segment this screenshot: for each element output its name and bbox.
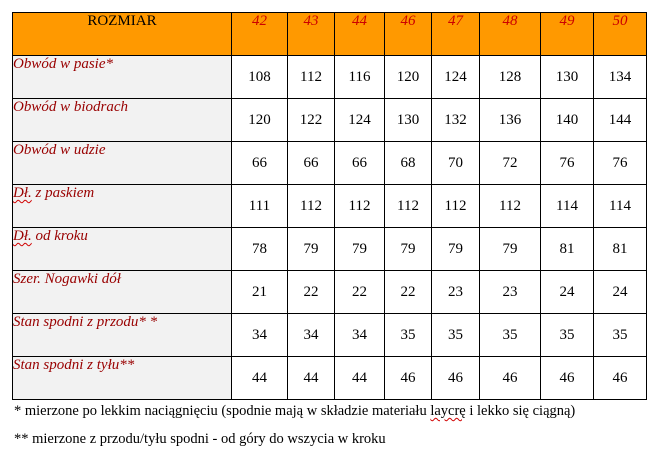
table-cell: 81 bbox=[594, 228, 647, 271]
table-cell: 22 bbox=[288, 271, 335, 314]
table-row bbox=[13, 271, 647, 314]
label-abbrev: Dł. bbox=[13, 185, 32, 201]
label-rest: z paskiem bbox=[31, 185, 95, 201]
table-cell: 136 bbox=[480, 99, 541, 142]
size-column-header: 43 bbox=[288, 13, 335, 56]
table-cell: 66 bbox=[288, 142, 335, 185]
table-cell: 34 bbox=[335, 314, 385, 357]
table-cell: 130 bbox=[385, 99, 432, 142]
table-cell: 144 bbox=[594, 99, 647, 142]
footnote-misspelled-word: laycrę bbox=[430, 403, 466, 419]
table-cell: 114 bbox=[594, 185, 647, 228]
table-cell: 112 bbox=[432, 185, 480, 228]
table-cell: 132 bbox=[432, 99, 480, 142]
row-label-leg-width: Szer. Nogawki dół bbox=[13, 271, 232, 314]
table-cell: 46 bbox=[541, 357, 594, 400]
header-row bbox=[13, 13, 647, 56]
table-cell: 124 bbox=[335, 99, 385, 142]
table-cell: 46 bbox=[385, 357, 432, 400]
row-label-hips: Obwód w biodrach bbox=[13, 99, 232, 142]
table-cell: 122 bbox=[288, 99, 335, 142]
table-cell: 46 bbox=[594, 357, 647, 400]
table-cell: 114 bbox=[541, 185, 594, 228]
footnote-rise: ** mierzone z przodu/tyłu spodni - od góry do wszycia w kroku bbox=[14, 431, 386, 447]
table-cell: 72 bbox=[480, 142, 541, 185]
table-cell: 140 bbox=[541, 99, 594, 142]
table-cell: 66 bbox=[335, 142, 385, 185]
table-cell: 35 bbox=[480, 314, 541, 357]
table-cell: 111 bbox=[232, 185, 288, 228]
table-cell: 81 bbox=[541, 228, 594, 271]
table-cell: 35 bbox=[541, 314, 594, 357]
table-cell: 108 bbox=[232, 56, 288, 99]
table-cell: 70 bbox=[432, 142, 480, 185]
table-cell: 46 bbox=[432, 357, 480, 400]
size-column-header: 50 bbox=[594, 13, 647, 56]
table-row bbox=[13, 185, 647, 228]
table-cell: 34 bbox=[232, 314, 288, 357]
table-cell: 79 bbox=[432, 228, 480, 271]
table-cell: 128 bbox=[480, 56, 541, 99]
table-cell: 24 bbox=[541, 271, 594, 314]
table-cell: 112 bbox=[385, 185, 432, 228]
table-cell: 112 bbox=[480, 185, 541, 228]
size-column-header: 49 bbox=[541, 13, 594, 56]
table-cell: 44 bbox=[335, 357, 385, 400]
table-cell: 34 bbox=[288, 314, 335, 357]
row-label-waist: Obwód w pasie* bbox=[13, 56, 232, 99]
table-cell: 116 bbox=[335, 56, 385, 99]
table-row bbox=[13, 56, 647, 99]
row-label-front-rise: Stan spodni z przodu* * bbox=[13, 314, 232, 357]
table-cell: 22 bbox=[335, 271, 385, 314]
table-cell: 134 bbox=[594, 56, 647, 99]
table-row bbox=[13, 99, 647, 142]
row-label-inseam bbox=[13, 228, 232, 271]
table-cell: 44 bbox=[288, 357, 335, 400]
row-label-thigh: Obwód w udzie bbox=[13, 142, 232, 185]
table-cell: 79 bbox=[288, 228, 335, 271]
table-row bbox=[13, 228, 647, 271]
table-cell: 21 bbox=[232, 271, 288, 314]
table-cell: 120 bbox=[232, 99, 288, 142]
table-cell: 76 bbox=[594, 142, 647, 185]
size-header-label: ROZMIAR bbox=[13, 13, 232, 56]
size-column-header: 44 bbox=[335, 13, 385, 56]
table-cell: 76 bbox=[541, 142, 594, 185]
table-row bbox=[13, 314, 647, 357]
table-cell: 120 bbox=[385, 56, 432, 99]
table-cell: 35 bbox=[432, 314, 480, 357]
table-cell: 23 bbox=[432, 271, 480, 314]
size-column-header: 46 bbox=[385, 13, 432, 56]
table-cell: 112 bbox=[288, 56, 335, 99]
row-label-length-with-belt bbox=[13, 185, 232, 228]
row-label-back-rise: Stan spodni z tyłu** bbox=[13, 357, 232, 400]
size-column-header: 48 bbox=[480, 13, 541, 56]
table-cell: 130 bbox=[541, 56, 594, 99]
table-cell: 78 bbox=[232, 228, 288, 271]
table-cell: 23 bbox=[480, 271, 541, 314]
label-abbrev: Dł. bbox=[13, 228, 32, 244]
footnote-text: * mierzone po lekkim naciągnięciu (spodnie mają w składzie materiału bbox=[14, 403, 431, 419]
footnote-text: i lekko się ciągną) bbox=[465, 403, 576, 419]
table-cell: 44 bbox=[232, 357, 288, 400]
table-cell: 79 bbox=[385, 228, 432, 271]
table-cell: 124 bbox=[432, 56, 480, 99]
size-column-header: 47 bbox=[432, 13, 480, 56]
label-rest: od kroku bbox=[31, 228, 88, 244]
size-table bbox=[12, 12, 647, 400]
size-column-header: 42 bbox=[232, 13, 288, 56]
table-cell: 79 bbox=[335, 228, 385, 271]
footnote-stretch bbox=[14, 403, 575, 420]
table-cell: 112 bbox=[335, 185, 385, 228]
table-cell: 35 bbox=[385, 314, 432, 357]
table-cell: 35 bbox=[594, 314, 647, 357]
table-cell: 66 bbox=[232, 142, 288, 185]
table-cell: 22 bbox=[385, 271, 432, 314]
table-cell: 68 bbox=[385, 142, 432, 185]
table-row bbox=[13, 142, 647, 185]
table-cell: 24 bbox=[594, 271, 647, 314]
table-row bbox=[13, 357, 647, 400]
table-cell: 46 bbox=[480, 357, 541, 400]
table-cell: 112 bbox=[288, 185, 335, 228]
table-cell: 79 bbox=[480, 228, 541, 271]
